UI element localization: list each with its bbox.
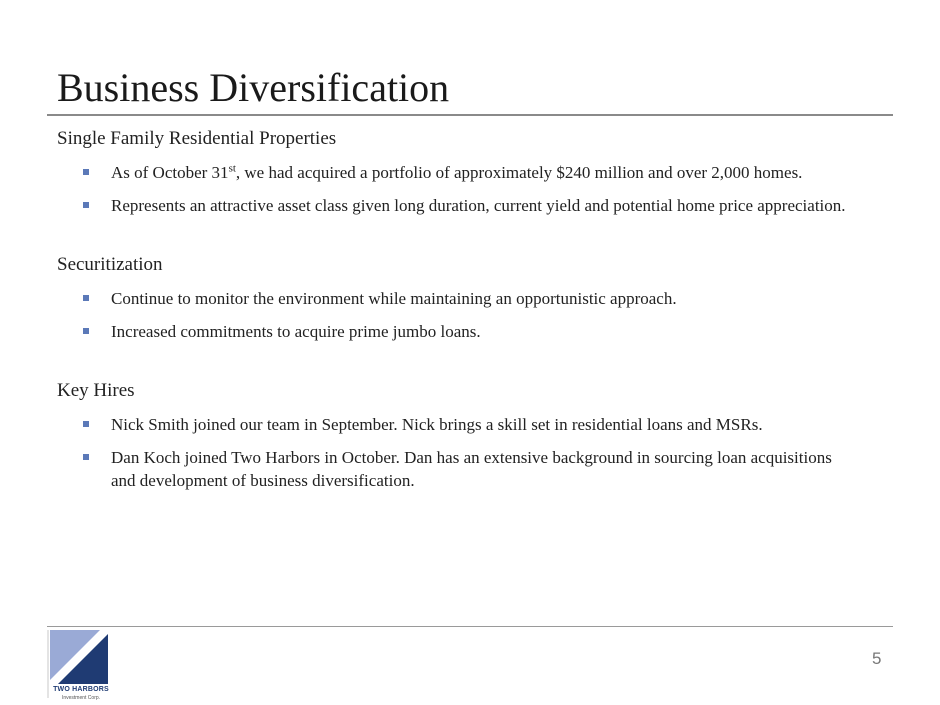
section-heading: Key Hires	[57, 380, 135, 401]
bullet-item	[57, 161, 847, 184]
square-bullet-icon	[83, 421, 89, 427]
bullet-item	[57, 413, 847, 436]
page-number: 5	[872, 649, 882, 668]
section-single-family	[57, 127, 847, 217]
square-bullet-icon	[83, 169, 89, 175]
section-securitization	[57, 253, 847, 343]
bullet-item	[57, 446, 847, 492]
logo-wordmark: TWO HARBORS	[53, 686, 109, 693]
bullet-item	[57, 320, 847, 343]
bullet-item	[57, 287, 847, 310]
bullet-text: Represents an attractive asset class given long duration, current yield and potential home price appreciation.	[111, 196, 846, 215]
square-bullet-icon	[83, 328, 89, 334]
bullet-list	[57, 287, 847, 343]
bullet-text: As of October 31st, we had acquired a portfolio of approximately $240 million and over 2,000 homes.	[111, 162, 803, 182]
bullet-list	[57, 161, 847, 217]
square-bullet-icon	[83, 454, 89, 460]
title-divider	[47, 114, 893, 116]
logo-subtitle: Investment Corp.	[61, 695, 101, 701]
bullet-item	[57, 194, 847, 217]
bullet-list	[57, 413, 847, 492]
bullet-text: Continue to monitor the environment while maintaining an opportunistic approach.	[111, 289, 677, 308]
section-heading: Single Family Residential Properties	[57, 128, 337, 149]
bullet-text: Dan Koch joined Two Harbors in October. Dan has an extensive background in sourcing loan acquisitions and development of business diversification.	[111, 448, 832, 490]
bullet-text: Nick Smith joined our team in September. Nick brings a skill set in residential loans and MSRs.	[111, 415, 763, 434]
footer-divider	[47, 626, 893, 627]
section-key-hires	[57, 379, 847, 492]
square-bullet-icon	[83, 202, 89, 208]
slide-body	[57, 127, 847, 492]
section-heading: Securitization	[57, 254, 163, 275]
bullet-text: Increased commitments to acquire prime jumbo loans.	[111, 322, 481, 341]
slide-title: Business Diversification	[57, 65, 450, 110]
square-bullet-icon	[83, 295, 89, 301]
